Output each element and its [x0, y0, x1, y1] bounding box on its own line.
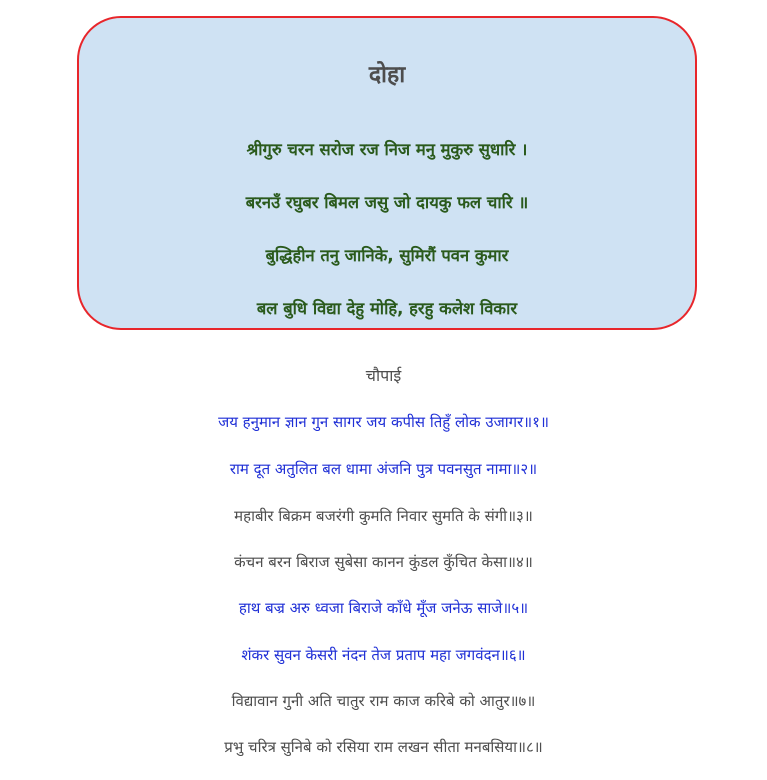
doha-line-3: बुद्धिहीन तनु जानिके, सुमिरौं पवन कुमार [265, 246, 509, 265]
doha-title: दोहा [368, 62, 406, 88]
doha-line-2: बरनउँ रघुबर बिमल जसु जो दायकु फल चारि ॥ [245, 193, 529, 212]
doha-box [77, 16, 697, 330]
chaupai-verse-8: प्रभु चरित्र सुनिबे को रसिया राम लखन सीता मनबसिया॥८॥ [224, 738, 543, 756]
chaupai-title: चौपाई [365, 366, 402, 385]
doha-line-1: श्रीगुरु चरन सरोज रज निज मनु मुकुरु सुधारि । [246, 140, 528, 159]
chaupai-verse-6: शंकर सुवन केसरी नंदन तेज प्रताप महा जगवंदन॥६॥ [241, 646, 526, 664]
chaupai-verse-4: कंचन बरन बिराज सुबेसा कानन कुंडल कुँचित केसा॥४॥ [234, 553, 533, 571]
doha-line-4: बल बुधि विद्या देहु मोहि, हरहु कलेश विकार [256, 299, 518, 318]
chaupai-verse-1: जय हनुमान ज्ञान गुन सागर जय कपीस तिहुँ लोक उजागर॥१॥ [218, 413, 549, 431]
chaupai-verse-5: हाथ बज्र अरु ध्वजा बिराजे काँधे मूँज जनेऊ साजे॥५॥ [238, 599, 529, 617]
chaupai-verse-2: राम दूत अतुलित बल धामा अंजनि पुत्र पवनसुत नामा॥२॥ [229, 460, 538, 478]
chaupai-verse-3: महाबीर बिक्रम बजरंगी कुमति निवार सुमति के संगी॥३॥ [234, 507, 533, 525]
chaupai-verse-7: विद्यावान गुनी अति चातुर राम काज करिबे को आतुर॥७॥ [231, 692, 536, 710]
